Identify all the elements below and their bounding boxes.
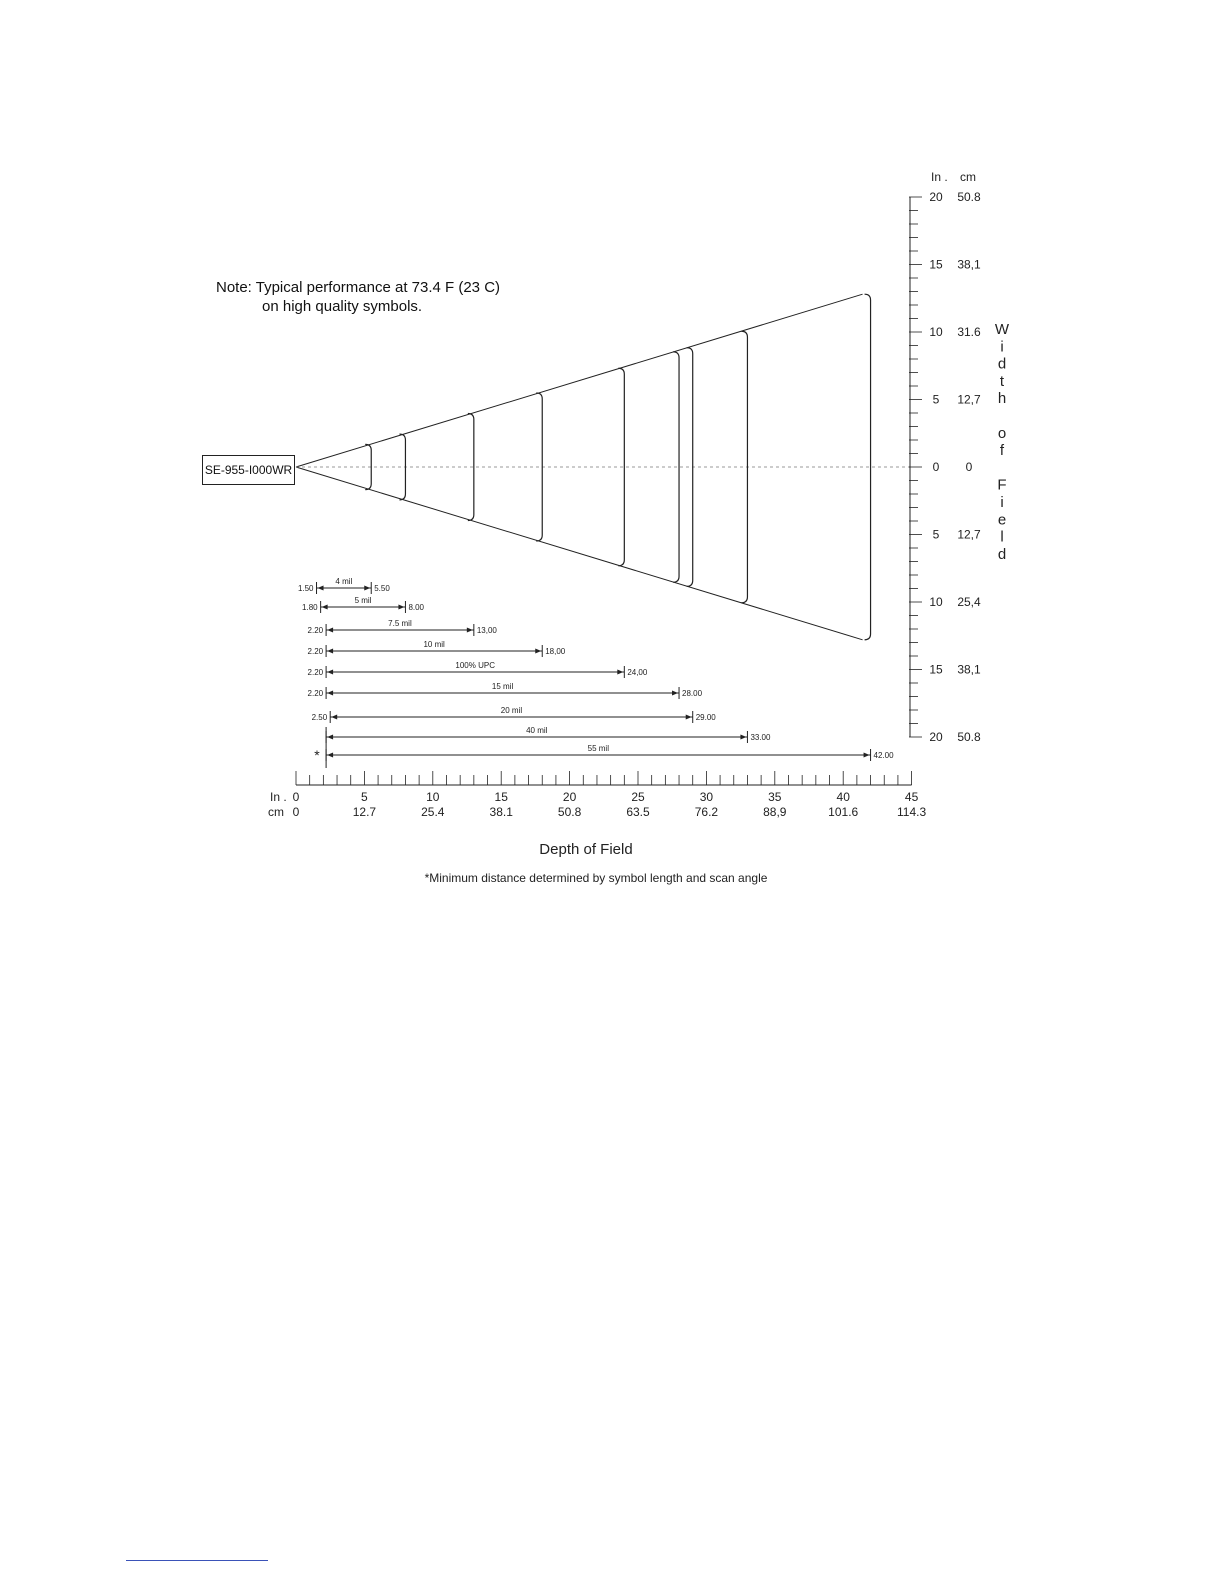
range-near-arrow bbox=[322, 605, 328, 610]
depth-in-label: 30 bbox=[699, 790, 714, 804]
range-near-arrow bbox=[331, 715, 337, 720]
footer-rule bbox=[126, 1560, 268, 1561]
range-near-label: 2.20 bbox=[307, 668, 324, 677]
range-far-label: 24,00 bbox=[627, 668, 648, 677]
depth-cm-label: 63.5 bbox=[626, 805, 650, 819]
width-axis-title-letter: o bbox=[997, 424, 1007, 442]
range-far-arrow bbox=[467, 628, 473, 633]
range-near-arrow bbox=[327, 649, 333, 654]
range-far-label: 42.00 bbox=[873, 751, 894, 760]
width-cm-label: 50.8 bbox=[957, 190, 981, 204]
depth-in-label: 10 bbox=[426, 790, 440, 804]
range-symbol-label: 15 mil bbox=[491, 682, 514, 691]
range-far-arrow bbox=[686, 715, 692, 720]
note-line-2: on high quality symbols. bbox=[262, 298, 423, 315]
range-far-label: 29.00 bbox=[695, 713, 716, 722]
depth-cm-label: 12.7 bbox=[352, 805, 377, 819]
range-far-label: 13,00 bbox=[476, 626, 497, 635]
width-in-label: 5 bbox=[932, 527, 940, 542]
range-near-label: 2.20 bbox=[307, 647, 324, 656]
range-far-label: 5.50 bbox=[374, 584, 390, 593]
width-cm-label: 12,7 bbox=[957, 392, 981, 407]
width-cm-label: 12,7 bbox=[957, 527, 981, 542]
depth-cm-label: 25.4 bbox=[421, 805, 445, 819]
range-near-arrow bbox=[327, 753, 333, 758]
depth-in-label: 45 bbox=[904, 790, 919, 804]
range-near-label: 1.80 bbox=[302, 603, 318, 612]
width-axis-title-letter: F bbox=[997, 476, 1007, 494]
range-far-arrow bbox=[740, 735, 746, 740]
depth-in-label: 40 bbox=[836, 790, 850, 804]
width-cm-label: 50.8 bbox=[957, 730, 981, 744]
width-in-label: 20 bbox=[929, 190, 943, 204]
width-in-header: In . bbox=[931, 170, 948, 184]
width-cm-label: 31.6 bbox=[957, 325, 981, 339]
width-in-label: 10 bbox=[929, 325, 943, 339]
range-symbol-label: 100% UPC bbox=[455, 661, 495, 670]
range-near-arrow bbox=[327, 691, 333, 696]
width-axis-title-letter: e bbox=[997, 511, 1007, 529]
width-axis-title-letter: d bbox=[997, 545, 1007, 563]
width-in-label: 10 bbox=[929, 595, 943, 609]
width-cm-label: 25,4 bbox=[957, 595, 981, 609]
depth-in-label: 25 bbox=[631, 790, 645, 804]
range-far-arrow bbox=[672, 691, 678, 696]
range-near-arrow bbox=[318, 586, 324, 591]
depth-in-label: 15 bbox=[494, 790, 508, 804]
width-in-label: 15 bbox=[929, 662, 943, 677]
width-axis-title-letter: i bbox=[1000, 494, 1004, 511]
width-cm-label: 38,1 bbox=[957, 257, 981, 272]
depth-cm-label: 114.3 bbox=[897, 805, 927, 819]
depth-in-prefix: In . bbox=[270, 790, 287, 804]
scanner-model-label: SE-955-I000WR bbox=[204, 463, 293, 477]
range-far-arrow bbox=[617, 670, 623, 675]
depth-cm-label: 88,9 bbox=[763, 805, 787, 819]
width-axis-title-letter: l bbox=[1000, 528, 1004, 546]
depth-in-label: 0 bbox=[292, 790, 300, 804]
depth-cm-prefix: cm bbox=[268, 805, 284, 819]
range-near-label: 1.50 bbox=[297, 584, 314, 593]
depth-of-field-axis bbox=[268, 771, 926, 819]
depth-cm-label: 76.2 bbox=[694, 805, 719, 819]
range-far-arrow bbox=[398, 605, 404, 610]
width-axis-title-letter: d bbox=[997, 355, 1007, 373]
width-in-label: 15 bbox=[929, 257, 943, 272]
width-cm-label: 38,1 bbox=[957, 662, 981, 677]
width-in-label: 5 bbox=[932, 392, 940, 407]
range-near-arrow bbox=[327, 735, 333, 740]
range-near-arrow bbox=[327, 628, 333, 633]
range-symbol-label: 20 mil bbox=[500, 706, 523, 715]
range-near-arrow bbox=[327, 670, 333, 675]
width-axis-title-letter: h bbox=[997, 390, 1007, 408]
range-near-label: 2.20 bbox=[307, 626, 324, 635]
footnote: *Minimum distance determined by symbol length and scan angle bbox=[424, 871, 768, 885]
width-axis-title-letter: W bbox=[994, 321, 1010, 338]
range-symbol-label: 10 mil bbox=[423, 640, 445, 649]
depth-of-field-title: Depth of Field bbox=[539, 841, 633, 858]
range-symbol-label: 7.5 mil bbox=[388, 619, 412, 628]
depth-cm-label: 101.6 bbox=[828, 805, 859, 819]
cone-upper-edge bbox=[296, 294, 863, 467]
depth-cm-label: 0 bbox=[292, 805, 300, 819]
width-cm-header: cm bbox=[960, 170, 976, 184]
range-far-arrow bbox=[535, 649, 541, 654]
range-symbol-label: 40 mil bbox=[526, 726, 548, 735]
range-far-label: 28.00 bbox=[682, 689, 703, 698]
range-symbol-label: 4 mil bbox=[335, 577, 353, 586]
width-in-label: 20 bbox=[929, 730, 943, 744]
depth-in-label: 35 bbox=[768, 790, 782, 804]
minimum-distance-asterisk: * bbox=[314, 747, 320, 763]
depth-in-label: 5 bbox=[361, 790, 368, 804]
range-far-label: 8.00 bbox=[408, 603, 425, 612]
range-symbol-label: 55 mil bbox=[587, 744, 609, 753]
range-far-arrow bbox=[864, 753, 870, 758]
cone-lower-edge bbox=[296, 467, 863, 640]
range-far-arrow bbox=[364, 586, 370, 591]
depth-cm-label: 38.1 bbox=[489, 805, 513, 819]
range-near-label: 2.20 bbox=[307, 689, 324, 698]
range-far-label: 18,00 bbox=[545, 647, 566, 656]
width-of-field-axis bbox=[909, 170, 1010, 744]
symbol-ranges bbox=[298, 577, 894, 768]
width-cm-label: 0 bbox=[965, 460, 973, 474]
depth-in-label: 20 bbox=[562, 790, 577, 804]
range-near-label: 2.50 bbox=[311, 713, 328, 722]
range-symbol-label: 5 mil bbox=[354, 596, 372, 605]
width-axis-title-letter: t bbox=[999, 372, 1005, 390]
width-axis-title-letter: i bbox=[1000, 338, 1004, 356]
range-far-label: 33.00 bbox=[750, 733, 771, 742]
note-line-1: Note: Typical performance at 73.4 F (23 C) bbox=[216, 279, 501, 296]
depth-cm-label: 50.8 bbox=[557, 805, 582, 819]
width-in-label: 0 bbox=[932, 460, 940, 474]
width-axis-title-letter: f bbox=[999, 442, 1005, 460]
